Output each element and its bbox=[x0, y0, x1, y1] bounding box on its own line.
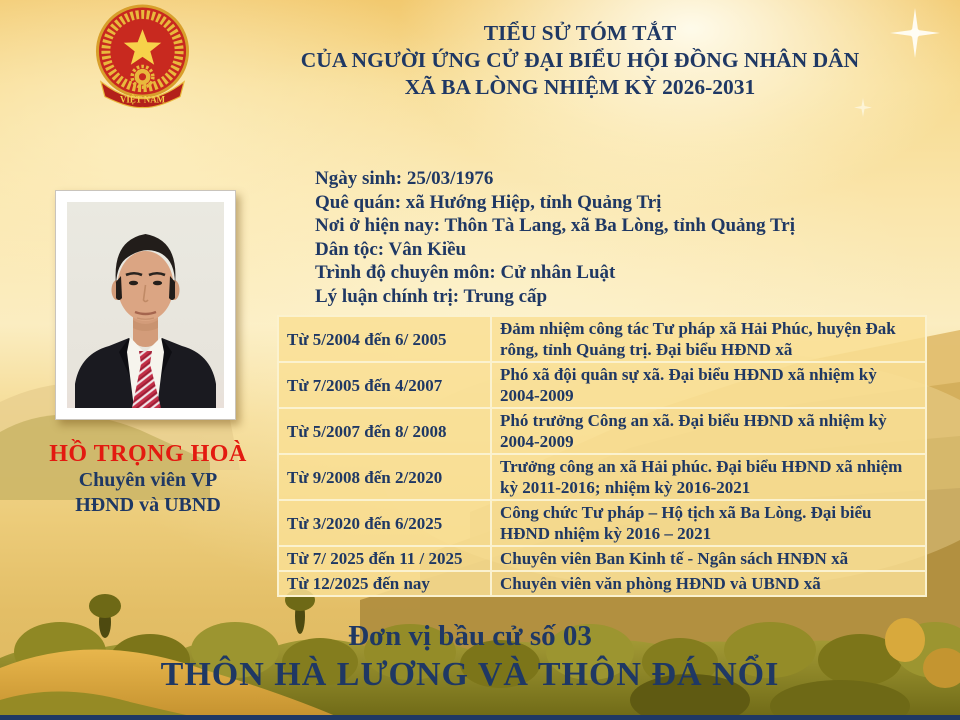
table-row bbox=[278, 362, 926, 408]
info-line-qualification: Trình độ chuyên môn: Cử nhân Luật bbox=[315, 262, 616, 283]
description-cell: Phó xã đội quân sự xã. Đại biểu HĐND xã nhiệm kỳ 2004-2009 bbox=[491, 362, 926, 408]
emblem-gear-hub bbox=[139, 73, 146, 80]
table-row bbox=[278, 408, 926, 454]
title-line-1: TIỂU SỬ TÓM TẮT bbox=[483, 21, 677, 45]
info-line-residence: Nơi ở hiện nay: Thôn Tà Lang, xã Ba Lòng, tỉnh Quảng Trị bbox=[315, 215, 796, 236]
table-row bbox=[278, 571, 926, 596]
candidate-photo bbox=[55, 190, 236, 420]
election-unit-area: THÔN HÀ LƯƠNG VÀ THÔN ĐÁ NỔI bbox=[160, 656, 780, 693]
period-cell: Từ 5/2004 đến 6/ 2005 bbox=[278, 316, 491, 362]
period-cell: Từ 9/2008 đến 2/2020 bbox=[278, 454, 491, 500]
candidate-name-block bbox=[6, 440, 290, 518]
candidate-role-line-1: Chuyên viên VP bbox=[78, 469, 218, 491]
table-row bbox=[278, 500, 926, 546]
page-title bbox=[240, 20, 920, 101]
career-table bbox=[277, 315, 927, 597]
period-cell: Từ 3/2020 đến 6/2025 bbox=[278, 500, 491, 546]
table-row bbox=[278, 454, 926, 500]
info-line-birthdate: Ngày sinh: 25/03/1976 bbox=[315, 168, 494, 189]
election-unit-number: Đơn vị bầu cử số 03 bbox=[348, 620, 592, 652]
election-unit bbox=[0, 618, 940, 696]
description-cell: Trưởng công an xã Hải phúc. Đại biểu HĐND xã nhiệm kỳ 2011-2016; nhiệm kỳ 2016-2021 bbox=[491, 454, 926, 500]
period-cell: Từ 7/ 2025 đến 11 / 2025 bbox=[278, 546, 491, 571]
description-cell: Đảm nhiệm công tác Tư pháp xã Hải Phúc, huyện Đak rông, tỉnh Quảng trị. Đại biểu HĐND xã bbox=[491, 316, 926, 362]
candidate-role-line-2: HĐND và UBND bbox=[75, 494, 221, 516]
candidate-name: HỒ TRỌNG HOÀ bbox=[49, 441, 247, 467]
description-cell: Chuyên viên Ban Kinh tế - Ngân sách HNĐN xã bbox=[491, 546, 926, 571]
title-line-3: XÃ BA LÒNG NHIỆM KỲ 2026-2031 bbox=[404, 75, 756, 99]
emblem-ribbon-text: VIỆT NAM bbox=[119, 94, 166, 105]
table-row bbox=[278, 546, 926, 571]
description-cell: Chuyên viên văn phòng HĐND và UBND xã bbox=[491, 571, 926, 596]
table-row bbox=[278, 316, 926, 362]
portrait-graphic bbox=[67, 202, 224, 408]
title-line-2: CỦA NGƯỜI ỨNG CỬ ĐẠI BIỂU HỘI ĐỒNG NHÂN DÂN bbox=[300, 48, 860, 72]
bottom-border-strip bbox=[0, 715, 960, 720]
description-cell: Công chức Tư pháp – Hộ tịch xã Ba Lòng. Đại biểu HĐND nhiệm kỳ 2016 – 2021 bbox=[491, 500, 926, 546]
period-cell: Từ 7/2005 đến 4/2007 bbox=[278, 362, 491, 408]
info-line-political-theory: Lý luận chính trị: Trung cấp bbox=[315, 285, 548, 307]
personal-info bbox=[315, 167, 960, 308]
info-line-ethnicity: Dân tộc: Vân Kiều bbox=[315, 238, 467, 260]
vietnam-national-emblem bbox=[93, 2, 192, 116]
period-cell: Từ 5/2007 đến 8/ 2008 bbox=[278, 408, 491, 454]
period-cell: Từ 12/2025 đến nay bbox=[278, 571, 491, 596]
description-cell: Phó trưởng Công an xã. Đại biểu HĐND xã nhiệm kỳ 2004-2009 bbox=[491, 408, 926, 454]
info-line-hometown: Quê quán: xã Hướng Hiệp, tỉnh Quảng Trị bbox=[315, 191, 662, 213]
